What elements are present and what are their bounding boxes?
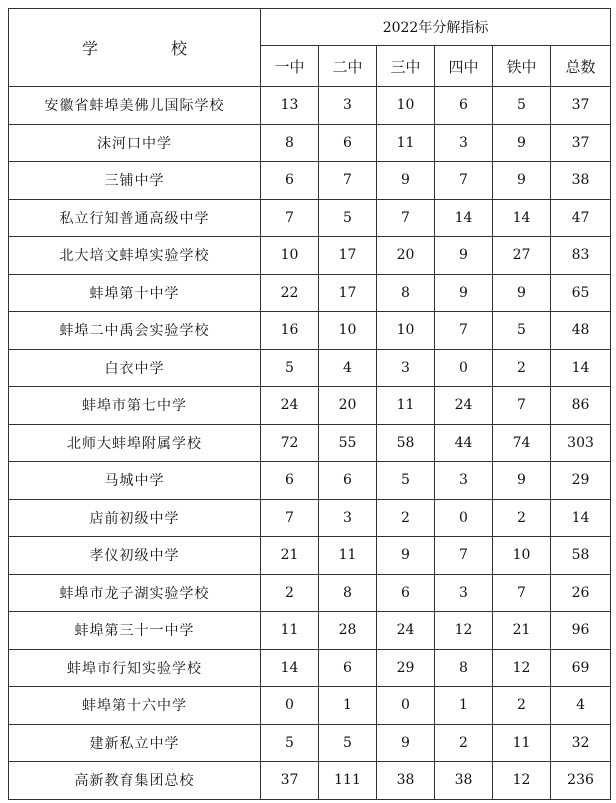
quota-cell: 5	[493, 312, 551, 350]
table-row	[9, 724, 611, 762]
school-name-cell: 北师大蚌埠附属学校	[9, 424, 261, 462]
quota-cell: 27	[493, 237, 551, 275]
table-row	[9, 312, 611, 350]
quota-cell: 16	[261, 312, 319, 350]
quota-cell: 6	[261, 162, 319, 200]
school-name-cell: 白衣中学	[9, 349, 261, 387]
table-row	[9, 199, 611, 237]
table-header	[9, 9, 611, 87]
quota-cell: 9	[377, 162, 435, 200]
quota-cell: 0	[435, 349, 493, 387]
quota-cell: 10	[377, 312, 435, 350]
quota-cell: 22	[261, 274, 319, 312]
quota-cell: 8	[377, 274, 435, 312]
quota-cell: 11	[261, 612, 319, 650]
total-cell: 37	[551, 87, 611, 125]
quota-cell: 6	[319, 462, 377, 500]
school-name-cell: 安徽省蚌埠美佛儿国际学校	[9, 87, 261, 125]
quota-cell: 10	[261, 237, 319, 275]
quota-cell: 9	[435, 237, 493, 275]
total-cell: 236	[551, 762, 611, 800]
quota-cell: 2	[493, 349, 551, 387]
quota-cell: 0	[377, 687, 435, 725]
school-name-cell: 蚌埠市龙子湖实验学校	[9, 574, 261, 612]
quota-cell: 11	[493, 724, 551, 762]
quota-cell: 9	[493, 274, 551, 312]
quota-cell: 17	[319, 237, 377, 275]
school-name-cell: 北大培文蚌埠实验学校	[9, 237, 261, 275]
total-cell: 4	[551, 687, 611, 725]
quota-cell: 0	[261, 687, 319, 725]
quota-cell: 29	[377, 649, 435, 687]
quota-cell: 9	[435, 274, 493, 312]
quota-cell: 1	[435, 687, 493, 725]
school-name-cell: 蚌埠第三十一中学	[9, 612, 261, 650]
school-name-cell: 高新教育集团总校	[9, 762, 261, 800]
total-cell: 65	[551, 274, 611, 312]
quota-cell: 2	[493, 687, 551, 725]
school-name-cell: 马城中学	[9, 462, 261, 500]
quota-cell: 11	[377, 387, 435, 425]
quota-cell: 7	[261, 199, 319, 237]
quota-cell: 6	[377, 574, 435, 612]
quota-cell: 2	[261, 574, 319, 612]
quota-cell: 24	[435, 387, 493, 425]
quota-cell: 5	[319, 724, 377, 762]
school-column-header: 学 校	[9, 9, 261, 87]
quota-cell: 5	[493, 87, 551, 125]
quota-cell: 7	[435, 162, 493, 200]
quota-cell: 111	[319, 762, 377, 800]
quota-cell: 7	[435, 312, 493, 350]
quota-cell: 3	[435, 462, 493, 500]
quota-cell: 8	[319, 574, 377, 612]
quota-cell: 5	[377, 462, 435, 500]
quota-cell: 4	[319, 349, 377, 387]
total-cell: 14	[551, 349, 611, 387]
quota-cell: 37	[261, 762, 319, 800]
quota-cell: 6	[435, 87, 493, 125]
quota-cell: 3	[435, 574, 493, 612]
table-row	[9, 762, 611, 800]
quota-cell: 5	[261, 349, 319, 387]
quota-cell: 6	[261, 462, 319, 500]
quota-cell: 14	[435, 199, 493, 237]
quota-cell: 12	[493, 762, 551, 800]
quota-cell: 5	[261, 724, 319, 762]
school-name-cell: 蚌埠市第七中学	[9, 387, 261, 425]
school-name-cell: 三铺中学	[9, 162, 261, 200]
quota-cell: 1	[319, 687, 377, 725]
quota-cell: 20	[319, 387, 377, 425]
school-name-cell: 沫河口中学	[9, 124, 261, 162]
table-row	[9, 649, 611, 687]
quota-cell: 3	[377, 349, 435, 387]
column-header: 四中	[435, 46, 493, 87]
quota-cell: 7	[377, 199, 435, 237]
table-row	[9, 424, 611, 462]
quota-cell: 14	[261, 649, 319, 687]
quota-cell: 3	[319, 87, 377, 125]
table-row	[9, 237, 611, 275]
school-name-cell: 孝仪初级中学	[9, 537, 261, 575]
quota-cell: 3	[435, 124, 493, 162]
total-cell: 96	[551, 612, 611, 650]
quota-cell: 21	[493, 612, 551, 650]
total-cell: 58	[551, 537, 611, 575]
quota-cell: 2	[493, 499, 551, 537]
allocation-table	[8, 8, 611, 800]
table-row	[9, 537, 611, 575]
school-name-cell: 蚌埠第十六中学	[9, 687, 261, 725]
quota-cell: 8	[435, 649, 493, 687]
school-name-cell: 蚌埠第十中学	[9, 274, 261, 312]
quota-cell: 38	[435, 762, 493, 800]
school-name-cell: 私立行知普通高级中学	[9, 199, 261, 237]
quota-cell: 2	[435, 724, 493, 762]
quota-cell: 9	[493, 162, 551, 200]
quota-cell: 24	[377, 612, 435, 650]
quota-cell: 58	[377, 424, 435, 462]
quota-cell: 17	[319, 274, 377, 312]
quota-cell: 14	[493, 199, 551, 237]
column-header: 三中	[377, 46, 435, 87]
quota-cell: 5	[319, 199, 377, 237]
quota-cell: 7	[261, 499, 319, 537]
table-row	[9, 499, 611, 537]
quota-cell: 10	[319, 312, 377, 350]
quota-cell: 11	[377, 124, 435, 162]
quota-cell: 8	[261, 124, 319, 162]
school-name-cell: 蚌埠二中禹会实验学校	[9, 312, 261, 350]
table-row	[9, 124, 611, 162]
column-header: 铁中	[493, 46, 551, 87]
quota-cell: 11	[319, 537, 377, 575]
table-row	[9, 349, 611, 387]
total-cell: 303	[551, 424, 611, 462]
total-cell: 26	[551, 574, 611, 612]
quota-cell: 10	[493, 537, 551, 575]
quota-cell: 7	[319, 162, 377, 200]
total-cell: 69	[551, 649, 611, 687]
total-cell: 86	[551, 387, 611, 425]
table-row	[9, 687, 611, 725]
quota-cell: 38	[377, 762, 435, 800]
total-cell: 32	[551, 724, 611, 762]
quota-cell: 13	[261, 87, 319, 125]
school-name-cell: 店前初级中学	[9, 499, 261, 537]
total-cell: 37	[551, 124, 611, 162]
table-row	[9, 612, 611, 650]
quota-cell: 12	[493, 649, 551, 687]
total-cell: 29	[551, 462, 611, 500]
quota-cell: 74	[493, 424, 551, 462]
quota-cell: 72	[261, 424, 319, 462]
quota-cell: 0	[435, 499, 493, 537]
quota-cell: 2	[377, 499, 435, 537]
quota-cell: 55	[319, 424, 377, 462]
school-name-cell: 蚌埠市行知实验学校	[9, 649, 261, 687]
column-header: 二中	[319, 46, 377, 87]
total-cell: 83	[551, 237, 611, 275]
school-name-cell: 建新私立中学	[9, 724, 261, 762]
quota-cell: 44	[435, 424, 493, 462]
quota-cell: 7	[493, 387, 551, 425]
total-cell: 38	[551, 162, 611, 200]
quota-cell: 28	[319, 612, 377, 650]
table-row	[9, 274, 611, 312]
table-row	[9, 162, 611, 200]
quota-cell: 9	[377, 537, 435, 575]
table-row	[9, 387, 611, 425]
quota-cell: 24	[261, 387, 319, 425]
table-row	[9, 462, 611, 500]
table-body	[9, 87, 611, 800]
quota-cell: 7	[493, 574, 551, 612]
quota-cell: 21	[261, 537, 319, 575]
quota-cell: 9	[493, 124, 551, 162]
quota-cell: 3	[319, 499, 377, 537]
quota-group-header: 2022年分解指标	[261, 9, 611, 46]
quota-cell: 9	[493, 462, 551, 500]
total-cell: 47	[551, 199, 611, 237]
table-row	[9, 87, 611, 125]
quota-cell: 9	[377, 724, 435, 762]
total-cell: 48	[551, 312, 611, 350]
total-cell: 14	[551, 499, 611, 537]
column-header: 总数	[551, 46, 611, 87]
table-row	[9, 574, 611, 612]
quota-cell: 6	[319, 649, 377, 687]
quota-cell: 6	[319, 124, 377, 162]
quota-cell: 10	[377, 87, 435, 125]
column-header: 一中	[261, 46, 319, 87]
quota-cell: 12	[435, 612, 493, 650]
quota-cell: 7	[435, 537, 493, 575]
quota-cell: 20	[377, 237, 435, 275]
